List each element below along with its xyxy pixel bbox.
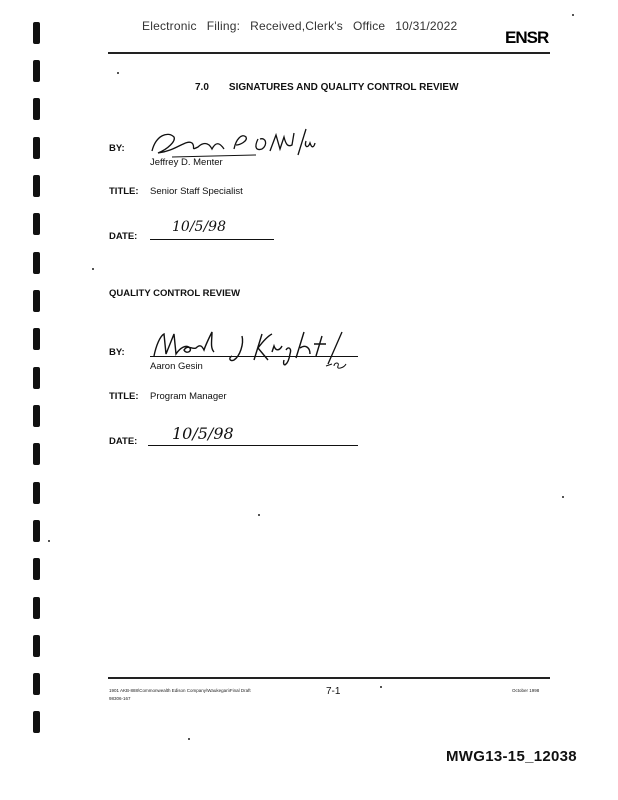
punch-hole [33,22,40,44]
punch-hole [33,175,40,197]
punch-hole [33,60,40,82]
punch-hole [33,597,40,619]
footer-path: 1901 AKB-888\Commonwealth Edison Company\Waukegan\Final Draft [109,688,251,693]
filing-word: Received,Clerk's [250,19,343,33]
filing-word: Electronic [142,19,197,33]
section-number: 7.0 [195,82,209,93]
signature-thomas-oneil [146,127,316,161]
footer-project-number: 98306-167 [109,696,131,701]
signer-title: Senior Staff Specialist [150,186,243,197]
punch-hole [33,367,40,389]
qc-by-label: BY: [109,347,125,358]
qc-date-line [148,445,358,446]
footer-rule [108,677,550,679]
section-title-text: SIGNATURES AND QUALITY CONTROL REVIEW [228,82,459,93]
punch-hole [33,482,40,504]
header-rule [108,52,550,54]
punch-hole [33,290,40,312]
filing-word: Filing: [206,19,241,33]
handwritten-date: 10/5/98 [172,219,226,235]
date-line [150,239,274,240]
qc-heading: QUALITY CONTROL REVIEW [109,288,241,299]
filing-word: Office [352,19,386,33]
reviewer-name: Aaron Gesin [150,361,203,372]
footer-date: October 1998 [512,688,540,693]
punch-hole [33,520,40,542]
punch-hole [33,137,40,159]
reviewer-title: Program Manager [150,391,227,402]
punch-hole [33,213,40,235]
punch-hole [33,328,40,350]
section-title [195,82,459,93]
punch-hole [33,98,40,120]
company-logo: ENSR [505,28,549,47]
filing-date: 10/31/2022 [395,19,458,33]
document-id: MWG13-15_12038 [446,748,577,765]
punch-hole [33,635,40,657]
page-number: 7-1 [326,686,341,697]
punch-hole [33,252,40,274]
punch-hole [33,405,40,427]
signer-name: Jeffrey D. Menter [150,157,223,168]
punch-hole [33,558,40,580]
qc-date-label: DATE: [109,436,138,447]
date-label: DATE: [109,231,138,242]
filing-stamp [142,19,467,33]
qc-signature-line [150,356,358,357]
by-label: BY: [109,143,125,154]
punch-hole [33,673,40,695]
qc-title-label: TITLE: [109,391,139,402]
punch-hole [33,711,40,733]
qc-handwritten-date: 10/5/98 [172,424,234,443]
title-label: TITLE: [109,186,139,197]
punch-hole [33,443,40,465]
